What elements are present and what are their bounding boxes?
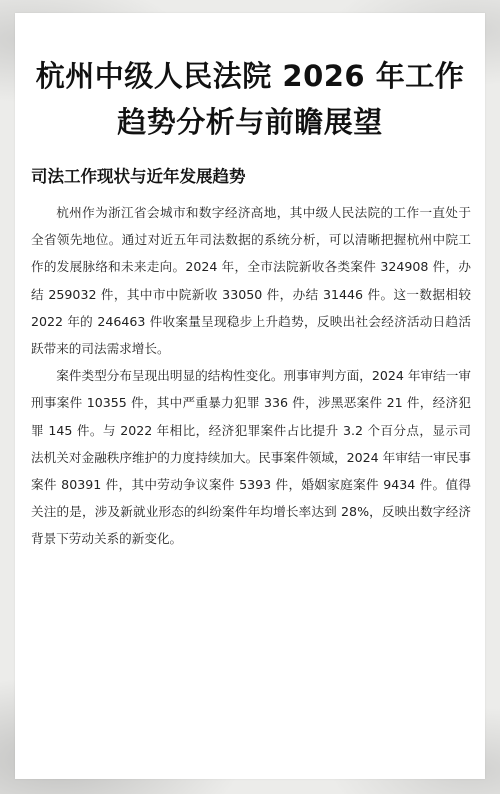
paragraph-2: 案件类型分布呈现出明显的结构性变化。刑事审判方面，2024 年审结一审刑事案件 10355 件，其中严重暴力犯罪 336 件，涉黑恶案件 21 件，经济犯罪 145 件。与 2022 年相比，经济犯罪案件占比提升 3.2 个百分点，显示司法机关对金融秩序维护的力度持续加大。民事案件领域，2024 年审结一审民事案件 80391 件，其中劳动争议案件 5393 件，婚姻家庭案件 9434 件。值得关注的是，涉及新就业形态的纠纷案件年均增长率达到 28%，反映出数字经济背景下劳动关系的新变化。: [31, 368, 471, 547]
body-text: [31, 199, 471, 553]
document-title: 杭州中级人民法院 2026 年工作趋势分析与前瞻展望: [35, 59, 465, 139]
paragraph-1: 杭州作为浙江省会城市和数字经济高地，其中级人民法院的工作一直处于全省领先地位。通过对近五年司法数据的系统分析，可以清晰把握杭州中院工作的发展脉络和未来走向。2024 年，全市法院新收各类案件 324908 件，办结 259032 件，其中市中院新收 33050 件，办结 31446 件。这一数据相较 2022 年的 246463 件收案量呈现稳步上升趋势，反映出社会经济活动日趋活跃带来的司法需求增长。: [31, 205, 471, 357]
document-page: [15, 13, 485, 779]
section-heading: 司法工作现状与近年发展趋势: [31, 167, 246, 186]
